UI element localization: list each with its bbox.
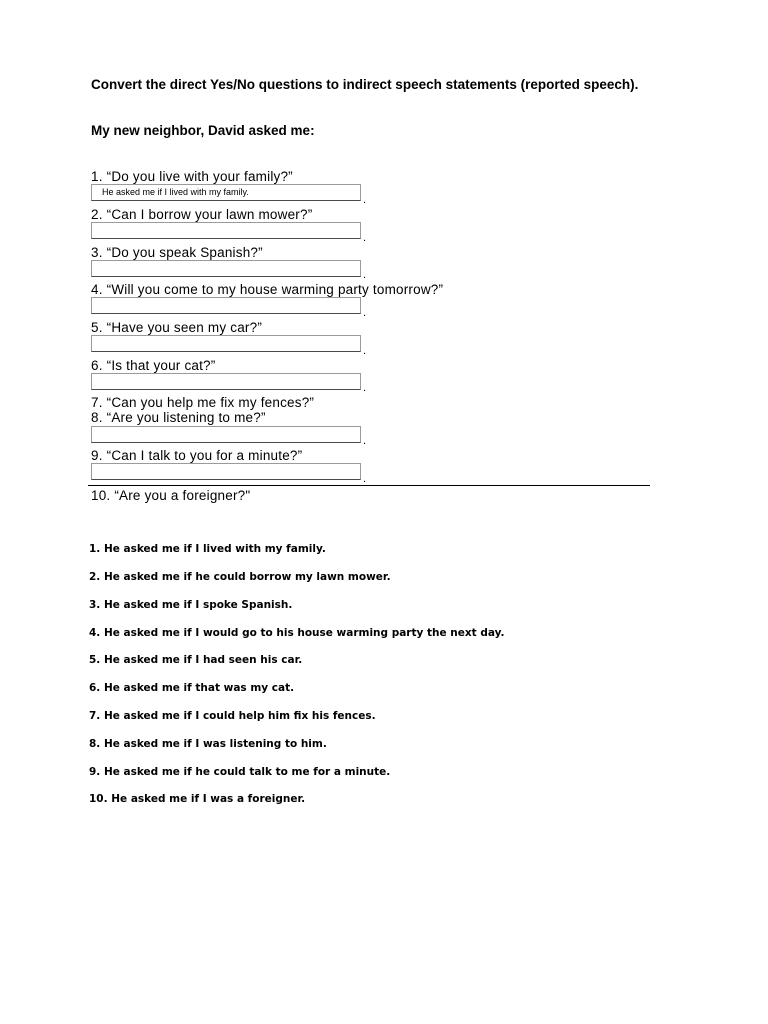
question-5: [91, 320, 262, 335]
period-mark: .: [363, 194, 367, 206]
question-text: “Will you come to my house warming party tomorrow?”: [106, 282, 444, 297]
answer-key-10: 10. He asked me if I was a foreigner.: [89, 793, 306, 805]
question-9: [91, 448, 302, 463]
instructions: Convert the direct Yes/No questions to indirect speech statements (reported speech).: [91, 77, 639, 92]
period-mark: .: [363, 435, 367, 447]
question-number: 5.: [91, 320, 103, 335]
period-mark: .: [363, 232, 367, 244]
question-number: 1.: [91, 169, 103, 184]
question-3: [91, 245, 263, 260]
question-number: 2.: [91, 207, 103, 222]
question-number: 3.: [91, 245, 103, 260]
answer-key-1: 1. He asked me if I lived with my family.: [89, 543, 326, 555]
answer-key-7: 7. He asked me if I could help him fix his fences.: [89, 710, 376, 722]
question-number: 9.: [91, 448, 103, 463]
answer-key-3: 3. He asked me if I spoke Spanish.: [89, 599, 293, 611]
intro-line: My new neighbor, David asked me:: [91, 123, 315, 138]
question-text: “Can I borrow your lawn mower?”: [106, 207, 313, 222]
answer-key-6: 6. He asked me if that was my cat.: [89, 682, 295, 694]
question-number: 4.: [91, 282, 103, 297]
question-text: “Is that your cat?”: [106, 358, 216, 373]
question-number: 7.: [91, 395, 103, 410]
answer-key-4: 4. He asked me if I would go to his house warming party the next day.: [89, 627, 505, 639]
answer-field-4[interactable]: [91, 297, 361, 314]
question-text: “Can you help me fix my fences?”: [106, 395, 315, 410]
question-text: “Do you speak Spanish?”: [106, 245, 263, 260]
answer-field-6[interactable]: [91, 373, 361, 390]
question-8: [91, 410, 266, 425]
question-2: [91, 207, 312, 222]
answer-field-2[interactable]: [91, 222, 361, 239]
answer-key-2: 2. He asked me if he could borrow my lawn mower.: [89, 571, 391, 583]
answer-key-5: 5. He asked me if I had seen his car.: [89, 654, 303, 666]
question-number: 8.: [91, 410, 103, 425]
period-mark: .: [363, 269, 367, 281]
period-mark: .: [363, 345, 367, 357]
period-mark: .: [363, 307, 367, 319]
question-text: “Have you seen my car?”: [106, 320, 263, 335]
answer-key-8: 8. He asked me if I was listening to him.: [89, 738, 327, 750]
answer-field-8[interactable]: [91, 426, 361, 443]
question-text: “Do you live with your family?”: [106, 169, 293, 184]
question-4: [91, 282, 443, 297]
answer-field-1[interactable]: He asked me if I lived with my family.: [91, 184, 361, 201]
period-mark: .: [363, 473, 367, 485]
period-mark: .: [363, 382, 367, 394]
question-number: 6.: [91, 358, 103, 373]
question-7: [91, 395, 314, 410]
question-text: “Are you a foreigner?": [114, 488, 251, 503]
question-6: [91, 358, 215, 373]
answer-field-9[interactable]: [91, 463, 361, 480]
answer-field-5[interactable]: [91, 335, 361, 352]
question-text: “Are you listening to me?”: [106, 410, 266, 425]
question-1: [91, 169, 293, 184]
divider-line: [88, 485, 650, 486]
question-10: [91, 488, 250, 503]
question-text: “Can I talk to you for a minute?”: [106, 448, 303, 463]
question-number: 10.: [91, 488, 111, 503]
answer-key-9: 9. He asked me if he could talk to me for a minute.: [89, 766, 391, 778]
answer-field-3[interactable]: [91, 260, 361, 277]
